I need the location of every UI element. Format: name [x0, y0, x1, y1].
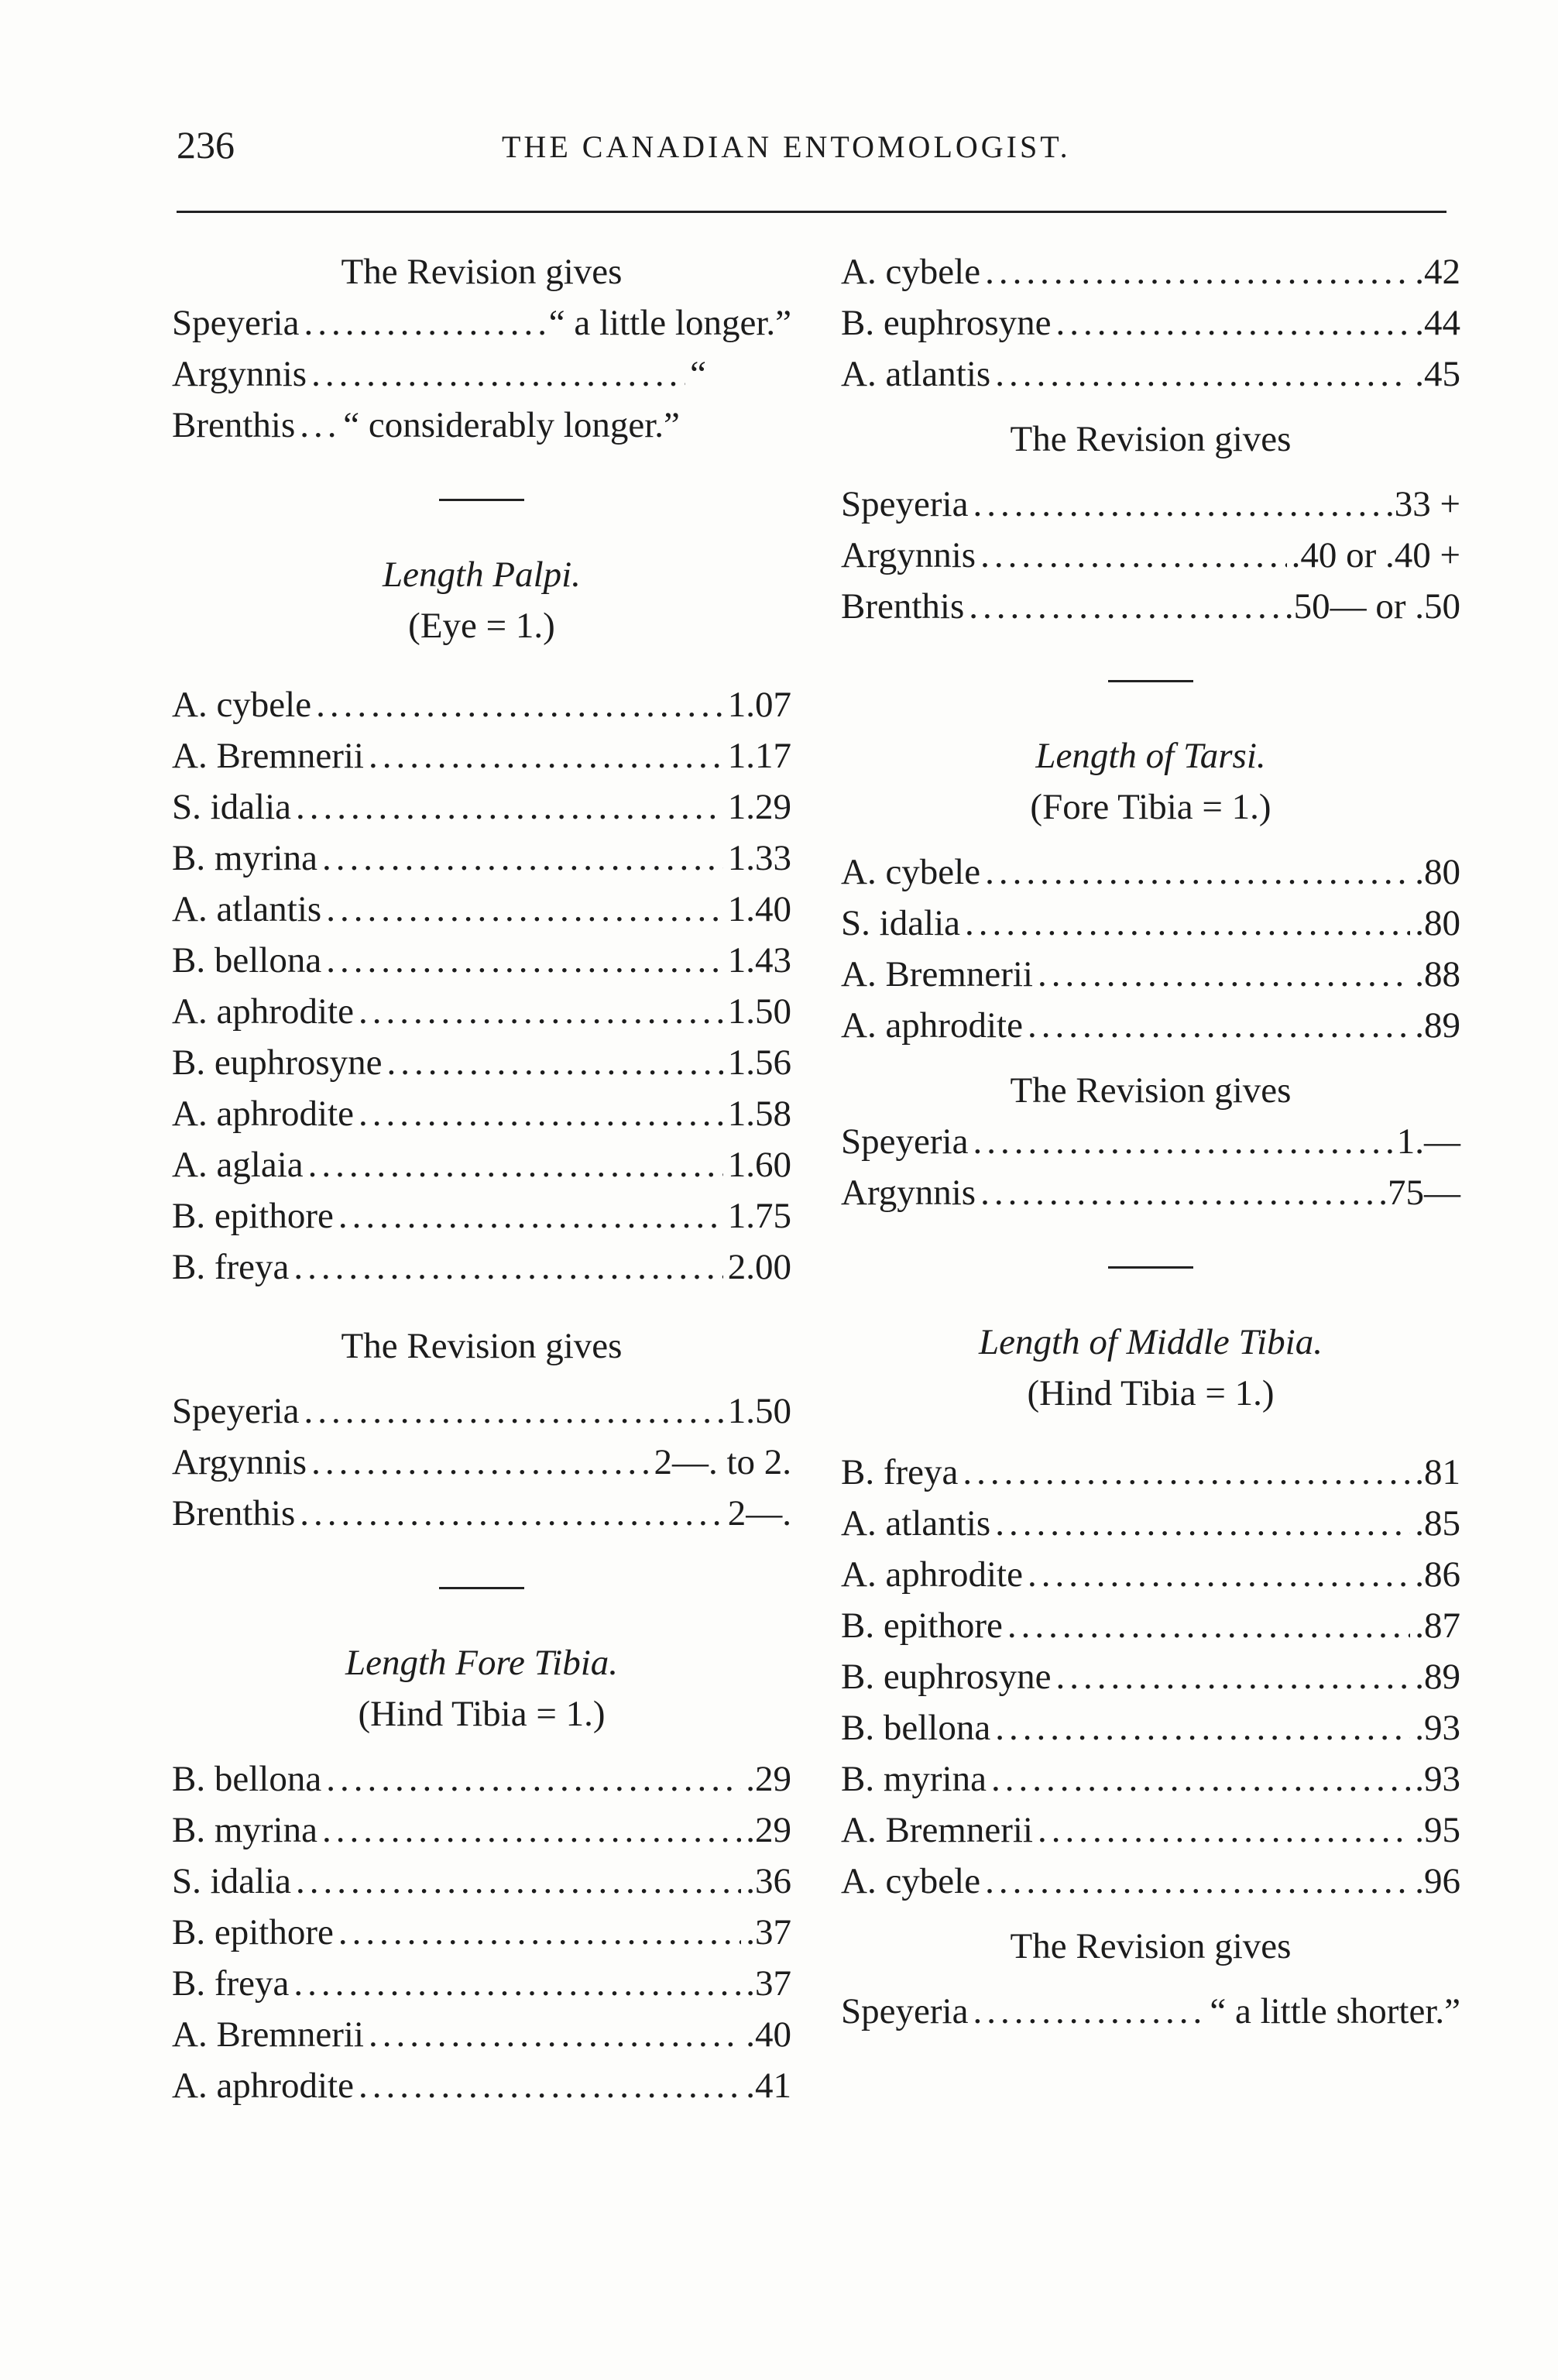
- species-name: A. cybele: [841, 852, 981, 892]
- revision-value: 2—.: [727, 1493, 791, 1533]
- species-name: B. euphrosyne: [841, 1657, 1052, 1697]
- section-subtitle: (Hind Tibia = 1.): [358, 1694, 606, 1734]
- leader-dots: [965, 898, 1410, 949]
- leader-dots: [1056, 297, 1411, 349]
- section-divider: [1108, 680, 1193, 682]
- genus-name: Argynnis: [841, 535, 976, 575]
- species-name: B. epithore: [841, 1606, 1003, 1646]
- measurement-row: [172, 833, 791, 884]
- measurement-value: .40: [746, 2014, 791, 2055]
- species-name: A. cybele: [841, 252, 981, 292]
- measurement-row: [841, 1549, 1460, 1600]
- measurement-value: 1.17: [727, 736, 791, 776]
- section-title-tarsi: Length of Tarsi.: [1035, 736, 1266, 776]
- leader-dots: [995, 1702, 1410, 1753]
- revision-row: [172, 1437, 791, 1488]
- section-subtitle: (Hind Tibia = 1.): [1027, 1373, 1275, 1413]
- leader-dots: [995, 349, 1410, 400]
- measurement-value: .96: [1415, 1861, 1460, 1901]
- leader-dots: [1038, 949, 1410, 1000]
- revision-row: [172, 1386, 791, 1437]
- revision-heading: The Revision gives: [341, 252, 623, 292]
- species-name: B. epithore: [172, 1912, 334, 1952]
- species-name: A. Bremnerii: [172, 736, 364, 776]
- leader-dots: [293, 1958, 741, 2009]
- species-name: B. epithore: [172, 1196, 334, 1236]
- measurement-row: [841, 1600, 1460, 1651]
- measurement-row: [841, 1753, 1460, 1805]
- leader-dots: [296, 781, 723, 833]
- leader-dots: [963, 1447, 1410, 1498]
- revision-value: 2—. to 2.: [654, 1442, 791, 1482]
- leader-dots: [980, 1167, 1374, 1218]
- genus-name: Brenthis: [172, 405, 296, 445]
- measurement-row: [172, 679, 791, 730]
- section-title-palpi: Length Palpi.: [383, 555, 581, 595]
- measurement-row: [841, 847, 1460, 898]
- measurement-value: 1.58: [727, 1094, 791, 1134]
- leader-dots: [322, 1805, 741, 1856]
- measurement-row: [172, 1958, 791, 2009]
- leader-dots: [369, 730, 723, 781]
- leader-dots: [1007, 1600, 1410, 1651]
- leader-dots: [311, 349, 685, 400]
- measurement-value: .29: [746, 1810, 791, 1850]
- measurement-row: [841, 898, 1460, 949]
- species-name: A. aphrodite: [172, 1094, 354, 1134]
- measurement-value: .37: [746, 1963, 791, 2004]
- measurement-row: [172, 1088, 791, 1139]
- revision-row: [841, 581, 1460, 632]
- section-subtitle: (Eye = 1.): [408, 606, 555, 646]
- species-name: B. myrina: [172, 838, 317, 878]
- species-name: A. atlantis: [841, 354, 991, 394]
- species-name: A. aphrodite: [172, 991, 354, 1032]
- right-column: [841, 246, 1460, 2037]
- page-header: [177, 122, 1446, 177]
- species-name: B. euphrosyne: [841, 303, 1052, 343]
- revision-row: [841, 479, 1460, 530]
- leader-dots: [973, 479, 1381, 530]
- leader-dots: [985, 246, 1410, 297]
- species-name: A. cybele: [172, 685, 312, 725]
- measurement-value: .88: [1415, 954, 1460, 994]
- species-name: A. aphrodite: [841, 1554, 1023, 1595]
- measurement-value: .80: [1415, 852, 1460, 892]
- measurement-row: [172, 730, 791, 781]
- species-name: B. freya: [172, 1963, 290, 2004]
- revision-row: [172, 400, 791, 451]
- measurement-value: 1.50: [727, 991, 791, 1032]
- revision-heading: The Revision gives: [1010, 419, 1292, 459]
- measurement-value: .95: [1415, 1810, 1460, 1850]
- revision-heading: The Revision gives: [341, 1326, 623, 1366]
- species-name: B. myrina: [841, 1759, 987, 1799]
- measurement-value: .85: [1415, 1503, 1460, 1544]
- genus-name: Argynnis: [172, 1442, 307, 1482]
- species-name: A. aphrodite: [841, 1005, 1023, 1046]
- revision-row: [841, 1986, 1460, 2037]
- measurement-row: [841, 1498, 1460, 1549]
- measurement-row: [172, 884, 791, 935]
- genus-name: Brenthis: [841, 586, 965, 627]
- species-name: B. freya: [172, 1247, 290, 1287]
- running-title: THE CANADIAN ENTOMOLOGIST.: [502, 129, 1071, 164]
- revision-row: [841, 530, 1460, 581]
- measurement-value: .81: [1415, 1452, 1460, 1492]
- measurement-row: [841, 246, 1460, 297]
- leader-dots: [308, 1139, 723, 1190]
- measurement-value: .89: [1415, 1005, 1460, 1046]
- measurement-value: .93: [1415, 1759, 1460, 1799]
- measurement-row: [172, 1037, 791, 1088]
- measurement-row: [841, 349, 1460, 400]
- species-name: A. Bremnerii: [172, 2014, 364, 2055]
- leader-dots: [973, 1986, 1205, 2037]
- leader-dots: [326, 935, 723, 986]
- measurement-value: .86: [1415, 1554, 1460, 1595]
- leader-dots: [359, 2060, 741, 2111]
- revision-value: “: [690, 354, 706, 394]
- left-column: [172, 246, 791, 2111]
- measurement-row: [172, 1139, 791, 1190]
- measurement-value: 1.40: [727, 889, 791, 929]
- leader-dots: [359, 986, 723, 1037]
- leader-dots: [973, 1116, 1392, 1167]
- leader-dots: [980, 530, 1286, 581]
- measurement-row: [172, 1190, 791, 1242]
- leader-dots: [322, 833, 723, 884]
- leader-dots: [316, 679, 723, 730]
- leader-dots: [326, 884, 723, 935]
- revision-value: “ a little longer.”: [548, 303, 791, 343]
- revision-value: .50— or .50: [1284, 586, 1460, 627]
- measurement-row: [172, 1753, 791, 1805]
- revision-heading: The Revision gives: [1010, 1070, 1292, 1111]
- measurement-row: [841, 1447, 1460, 1498]
- section-divider: [439, 1587, 524, 1589]
- species-name: B. freya: [841, 1452, 959, 1492]
- leader-dots: [300, 1488, 722, 1539]
- leader-dots: [293, 1242, 722, 1293]
- measurement-value: .42: [1415, 252, 1460, 292]
- measurement-value: 1.33: [727, 838, 791, 878]
- leader-dots: [296, 1856, 741, 1907]
- genus-name: Speyeria: [172, 1391, 300, 1431]
- measurement-value: .87: [1415, 1606, 1460, 1646]
- revision-value: 1.50: [727, 1391, 791, 1431]
- leader-dots: [338, 1907, 741, 1958]
- species-name: B. euphrosyne: [172, 1042, 383, 1083]
- measurement-row: [172, 2060, 791, 2111]
- species-name: A. atlantis: [841, 1503, 991, 1544]
- revision-value: “ considerably longer.”: [343, 405, 680, 445]
- measurement-value: 1.56: [727, 1042, 791, 1083]
- leader-dots: [991, 1753, 1410, 1805]
- measurement-value: 1.43: [727, 940, 791, 981]
- leader-dots: [338, 1190, 723, 1242]
- leader-dots: [1028, 1000, 1410, 1051]
- measurement-value: .45: [1415, 354, 1460, 394]
- section-divider: [439, 499, 524, 501]
- measurement-row: [172, 781, 791, 833]
- revision-row: [841, 1116, 1460, 1167]
- leader-dots: [359, 1088, 723, 1139]
- genus-name: Speyeria: [172, 303, 300, 343]
- measurement-row: [841, 949, 1460, 1000]
- leader-dots: [969, 581, 1280, 632]
- measurement-row: [841, 297, 1460, 349]
- revision-row: [841, 1167, 1460, 1218]
- species-name: B. bellona: [841, 1708, 991, 1748]
- genus-name: Brenthis: [172, 1493, 296, 1533]
- revision-value: .40 or .40 +: [1291, 535, 1460, 575]
- revision-row: [172, 349, 791, 400]
- species-name: S. idalia: [172, 1861, 292, 1901]
- measurement-value: 1.75: [727, 1196, 791, 1236]
- measurement-row: [172, 986, 791, 1037]
- section-title-fore-tibia: Length Fore Tibia.: [345, 1643, 619, 1683]
- measurement-row: [841, 1805, 1460, 1856]
- revision-value: .33 +: [1385, 484, 1460, 524]
- header-rule: [177, 211, 1446, 213]
- measurement-row: [172, 1805, 791, 1856]
- species-name: A. cybele: [841, 1861, 981, 1901]
- measurement-value: .80: [1415, 903, 1460, 943]
- measurement-row: [841, 1000, 1460, 1051]
- leader-dots: [369, 2009, 741, 2060]
- genus-name: Argynnis: [841, 1173, 976, 1213]
- revision-row: [172, 1488, 791, 1539]
- section-subtitle: (Fore Tibia = 1.): [1030, 787, 1271, 827]
- genus-name: Argynnis: [172, 354, 307, 394]
- measurement-value: .93: [1415, 1708, 1460, 1748]
- measurement-row: [841, 1702, 1460, 1753]
- measurement-value: 1.07: [727, 685, 791, 725]
- species-name: B. bellona: [172, 940, 322, 981]
- leader-dots: [985, 1856, 1410, 1907]
- measurement-value: .37: [746, 1912, 791, 1952]
- leader-dots: [1028, 1549, 1410, 1600]
- measurement-value: .29: [746, 1759, 791, 1799]
- leader-dots: [300, 400, 338, 451]
- species-name: B. myrina: [172, 1810, 317, 1850]
- species-name: A. atlantis: [172, 889, 322, 929]
- revision-row: [172, 297, 791, 349]
- species-name: A. Bremnerii: [841, 1810, 1033, 1850]
- species-name: A. aphrodite: [172, 2066, 354, 2106]
- measurement-row: [841, 1651, 1460, 1702]
- leader-dots: [1038, 1805, 1410, 1856]
- measurement-value: 2.00: [727, 1247, 791, 1287]
- leader-dots: [995, 1498, 1410, 1549]
- measurement-value: 1.29: [727, 787, 791, 827]
- species-name: S. idalia: [841, 903, 961, 943]
- species-name: A. aglaia: [172, 1145, 304, 1185]
- measurement-value: 1.60: [727, 1145, 791, 1185]
- leader-dots: [304, 1386, 722, 1437]
- measurement-row: [172, 1242, 791, 1293]
- genus-name: Speyeria: [841, 484, 969, 524]
- leader-dots: [985, 847, 1410, 898]
- measurement-row: [172, 1907, 791, 1958]
- measurement-row: [841, 1856, 1460, 1907]
- measurement-row: [172, 2009, 791, 2060]
- leader-dots: [1056, 1651, 1411, 1702]
- revision-value: .75—: [1378, 1173, 1460, 1213]
- section-title-middle-tibia: Length of Middle Tibia.: [979, 1322, 1323, 1362]
- section-divider: [1108, 1266, 1193, 1269]
- species-name: B. bellona: [172, 1759, 322, 1799]
- leader-dots: [326, 1753, 741, 1805]
- revision-heading: The Revision gives: [1010, 1926, 1292, 1966]
- leader-dots: [304, 297, 544, 349]
- species-name: A. Bremnerii: [841, 954, 1033, 994]
- revision-value: 1.—: [1396, 1121, 1460, 1162]
- measurement-value: .44: [1415, 303, 1460, 343]
- measurement-value: .89: [1415, 1657, 1460, 1697]
- measurement-value: .41: [746, 2066, 791, 2106]
- measurement-row: [172, 1856, 791, 1907]
- genus-name: Speyeria: [841, 1991, 969, 2031]
- measurement-value: .36: [746, 1861, 791, 1901]
- leader-dots: [311, 1437, 649, 1488]
- page-number: 236: [177, 123, 235, 167]
- genus-name: Speyeria: [841, 1121, 969, 1162]
- species-name: S. idalia: [172, 787, 292, 827]
- leader-dots: [387, 1037, 723, 1088]
- measurement-row: [172, 935, 791, 986]
- revision-value: “ a little shorter.”: [1210, 1991, 1460, 2031]
